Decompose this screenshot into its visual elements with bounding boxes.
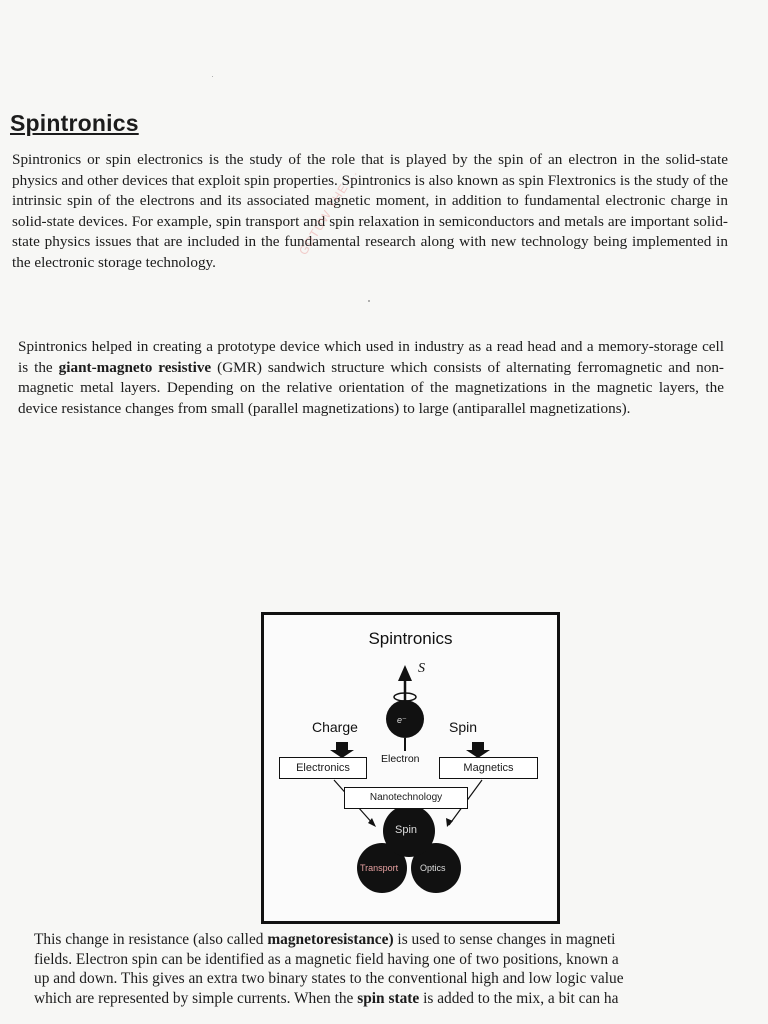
bold-term-magnetoresistance: magnetoresistance) (267, 931, 394, 948)
bold-term-spin-state: spin state (357, 989, 420, 1007)
text-run: is added to the mix, a bit can ha (419, 989, 619, 1007)
nanotechnology-box: Nanotechnology (344, 787, 468, 809)
bold-term-gmr: giant-magneto resistive (58, 358, 212, 376)
spin-arrow-head (398, 665, 412, 681)
spintronics-diagram (261, 612, 560, 924)
text-line: up and down. This gives an extra two binary states to the conventional high and low logic value (34, 970, 624, 987)
text-run: Spintronics helped in creating a prototype device which used in industry as a read head and a memory-storage cell is the (18, 338, 724, 376)
charge-arrow (330, 742, 354, 758)
diagram-title: Spintronics (368, 629, 453, 648)
page-title: Spintronics (10, 110, 139, 136)
scan-speck (212, 76, 213, 77)
text-run: This change in resistance (also called (34, 931, 268, 948)
optics-label: Optics (420, 863, 446, 873)
text-run: which are represented by simple currents. When the (34, 989, 358, 1007)
text-line: fields. Electron spin can be identified as a magnetic field having one of two positions, known a (34, 950, 619, 968)
paragraph-intro: Spintronics or spin electronics is the study of the role that is played by the spin of an electron in the solid-state physics and other devices that exploit spin properties. Spintronics is also known as spin Flextronics is the study of the intrinsic spin of the electrons and its associated magnetic moment, in addition to fundamental electronic charge in solid-state devices. For example, spin transport and spin relaxation in semiconductors and metals are important solid-state physics issues that are included in the fundamental research along with new technology being implemented in the electronic storage technology. (12, 151, 728, 271)
spin-label: Spin (449, 719, 478, 735)
spin-symbol: S (418, 661, 425, 676)
text-run: (GMR) sandwich structure which consists of alternating ferromagnetic and non-magnetic metal layers. Depending on the relative orientation of the magnetizations in the magnetic layers, the device resistance changes from small (parallel magnetizations) to large (antiparallel magnetizations). (18, 358, 724, 417)
text-line (34, 930, 768, 950)
electronics-box: Electronics (279, 757, 367, 779)
electron-label: Electron (381, 753, 420, 765)
spin-down-arrow (466, 742, 490, 758)
charge-label: Charge (312, 719, 358, 735)
paragraph-magnetoresistance (34, 930, 768, 1008)
magnetics-box: Magnetics (439, 757, 538, 779)
spin-circle-label: Spin (395, 824, 418, 836)
text-run: is used to sense changes in magneti (393, 931, 616, 948)
scan-speck (368, 300, 370, 302)
transport-label: Transport (360, 863, 399, 873)
paragraph-gmr (18, 337, 724, 419)
electron-symbol: e⁻ (397, 715, 407, 725)
watermark: GDTUW THE ... (296, 166, 361, 258)
text-line (34, 989, 768, 1009)
